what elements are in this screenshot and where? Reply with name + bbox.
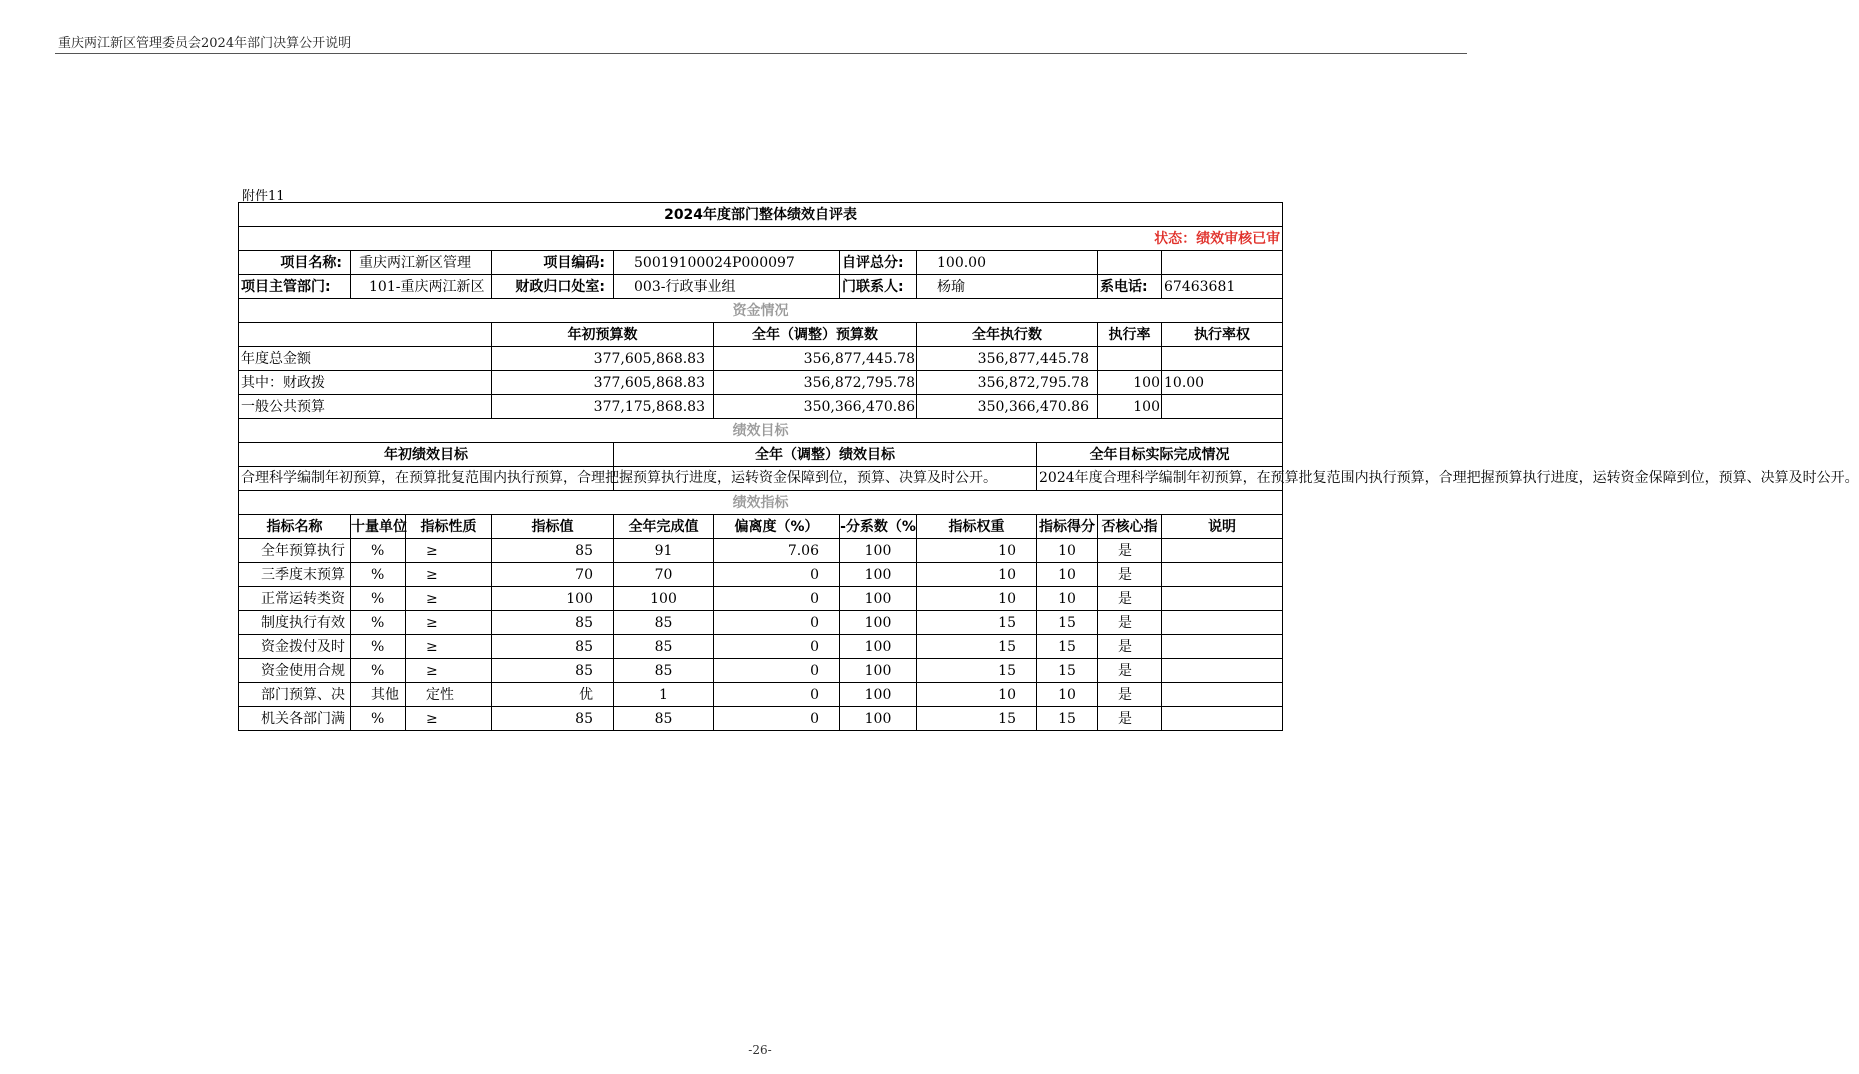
ind-score: 15 <box>1037 659 1098 683</box>
ind-coef: 100 <box>840 611 917 635</box>
empty-cell <box>1098 251 1162 275</box>
ind-name: 资金拨付及时 <box>239 635 351 659</box>
ind-note <box>1162 539 1283 563</box>
ind-target: 85 <box>492 635 614 659</box>
ind-deviation: 0 <box>714 659 840 683</box>
table-row <box>239 635 1283 659</box>
funds-rate: 100 <box>1098 395 1162 419</box>
ind-actual: 91 <box>614 539 714 563</box>
ind-unit: % <box>351 539 406 563</box>
finance-office-label: 财政归口处室: <box>492 275 614 299</box>
ind-core: 是 <box>1098 539 1162 563</box>
funds-executed: 356,877,445.78 <box>917 347 1098 371</box>
ind-deviation: 0 <box>714 707 840 731</box>
funds-weight: 10.00 <box>1162 371 1283 395</box>
table-row <box>239 611 1283 635</box>
table-row <box>239 683 1283 707</box>
funds-header-initial: 年初预算数 <box>492 323 714 347</box>
funds-weight <box>1162 347 1283 371</box>
ind-unit: % <box>351 659 406 683</box>
ind-actual: 1 <box>614 683 714 707</box>
funds-executed: 350,366,470.86 <box>917 395 1098 419</box>
ind-deviation: 0 <box>714 683 840 707</box>
ind-target: 100 <box>492 587 614 611</box>
table-row <box>239 371 1283 395</box>
funds-adjusted: 356,872,795.78 <box>714 371 917 395</box>
ind-header-target: 指标值 <box>492 515 614 539</box>
ind-coef: 100 <box>840 587 917 611</box>
ind-weight: 15 <box>917 611 1037 635</box>
table-row <box>239 347 1283 371</box>
funds-rate <box>1098 347 1162 371</box>
ind-header-core: 否核心指 <box>1098 515 1162 539</box>
funds-row-label: 其中：财政拨 <box>239 371 492 395</box>
ind-unit: 其他 <box>351 683 406 707</box>
ind-core: 是 <box>1098 707 1162 731</box>
ind-unit: % <box>351 611 406 635</box>
funds-header-rate: 执行率 <box>1098 323 1162 347</box>
ind-nature: ≥ <box>406 611 492 635</box>
contact-label: 门联系人: <box>840 275 917 299</box>
funds-header-adjusted: 全年（调整）预算数 <box>714 323 917 347</box>
funds-initial: 377,605,868.83 <box>492 371 714 395</box>
finance-office-value: 003-行政事业组 <box>614 275 840 299</box>
ind-target: 优 <box>492 683 614 707</box>
ind-target: 85 <box>492 659 614 683</box>
project-code-value: 50019100024P000097 <box>614 251 840 275</box>
self-score-value: 100.00 <box>917 251 1098 275</box>
table-row <box>239 587 1283 611</box>
ind-nature: ≥ <box>406 539 492 563</box>
ind-unit: % <box>351 635 406 659</box>
goals-header-actual: 全年目标实际完成情况 <box>1037 443 1283 467</box>
goals-header-initial: 年初绩效目标 <box>239 443 614 467</box>
ind-score: 10 <box>1037 683 1098 707</box>
ind-core: 是 <box>1098 659 1162 683</box>
goals-header-adjusted: 全年（调整）绩效目标 <box>614 443 1037 467</box>
ind-name: 正常运转类资 <box>239 587 351 611</box>
ind-deviation: 7.06 <box>714 539 840 563</box>
ind-coef: 100 <box>840 539 917 563</box>
ind-score: 15 <box>1037 707 1098 731</box>
ind-target: 85 <box>492 539 614 563</box>
ind-weight: 15 <box>917 635 1037 659</box>
empty-cell <box>1162 251 1283 275</box>
ind-coef: 100 <box>840 635 917 659</box>
ind-nature: ≥ <box>406 659 492 683</box>
ind-name: 全年预算执行 <box>239 539 351 563</box>
table-row <box>239 395 1283 419</box>
indicators-section-title: 绩效指标 <box>239 491 1283 515</box>
ind-coef: 100 <box>840 563 917 587</box>
status-badge: 状态：绩效审核已审 <box>239 227 1283 251</box>
attachment-label: 附件11 <box>242 189 285 204</box>
page-header-title: 重庆两江新区管理委员会2024年部门决算公开说明 <box>58 36 352 51</box>
ind-score: 10 <box>1037 587 1098 611</box>
funds-row-label: 一般公共预算 <box>239 395 492 419</box>
ind-note <box>1162 587 1283 611</box>
ind-name: 三季度末预算 <box>239 563 351 587</box>
ind-actual: 100 <box>614 587 714 611</box>
ind-actual: 70 <box>614 563 714 587</box>
ind-header-weight: 指标权重 <box>917 515 1037 539</box>
ind-weight: 15 <box>917 707 1037 731</box>
header-divider <box>55 53 1467 54</box>
initial-goal-text: 合理科学编制年初预算，在预算批复范围内执行预算，合理把握预算执行进度，运转资金保障到位，预算、决算及时公开。 <box>239 467 614 491</box>
ind-nature: 定性 <box>406 683 492 707</box>
form-title: 2024年度部门整体绩效自评表 <box>239 203 1283 227</box>
ind-header-name: 指标名称 <box>239 515 351 539</box>
ind-header-actual: 全年完成值 <box>614 515 714 539</box>
ind-deviation: 0 <box>714 635 840 659</box>
phone-value: 67463681 <box>1162 275 1283 299</box>
funds-weight <box>1162 395 1283 419</box>
table-row <box>239 707 1283 731</box>
funds-executed: 356,872,795.78 <box>917 371 1098 395</box>
ind-note <box>1162 707 1283 731</box>
ind-weight: 15 <box>917 659 1037 683</box>
project-name-value: 重庆两江新区管理 <box>351 251 492 275</box>
table-row <box>239 563 1283 587</box>
table-row <box>239 539 1283 563</box>
funds-section-title: 资金情况 <box>239 299 1283 323</box>
ind-actual: 85 <box>614 635 714 659</box>
funds-initial: 377,605,868.83 <box>492 347 714 371</box>
ind-nature: ≥ <box>406 707 492 731</box>
ind-unit: % <box>351 707 406 731</box>
ind-score: 15 <box>1037 635 1098 659</box>
ind-weight: 10 <box>917 683 1037 707</box>
project-name-label: 项目名称: <box>239 251 351 275</box>
ind-header-unit: 十量单位 <box>351 515 406 539</box>
ind-name: 部门预算、决 <box>239 683 351 707</box>
actual-completion-text: 2024年度合理科学编制年初预算，在预算批复范围内执行预算，合理把握预算执行进度，运转资金保障到位，预算、决算及时公开。 <box>1037 467 1283 491</box>
funds-row-label: 年度总金额 <box>239 347 492 371</box>
ind-deviation: 0 <box>714 587 840 611</box>
ind-header-note: 说明 <box>1162 515 1283 539</box>
funds-initial: 377,175,868.83 <box>492 395 714 419</box>
ind-score: 15 <box>1037 611 1098 635</box>
dept-value: 101-重庆两江新区 <box>351 275 492 299</box>
funds-header-weight: 执行率权 <box>1162 323 1283 347</box>
ind-weight: 10 <box>917 563 1037 587</box>
contact-value: 杨瑜 <box>917 275 1098 299</box>
ind-weight: 10 <box>917 587 1037 611</box>
ind-actual: 85 <box>614 707 714 731</box>
ind-score: 10 <box>1037 539 1098 563</box>
ind-name: 制度执行有效 <box>239 611 351 635</box>
ind-core: 是 <box>1098 611 1162 635</box>
ind-note <box>1162 683 1283 707</box>
ind-nature: ≥ <box>406 563 492 587</box>
ind-core: 是 <box>1098 683 1162 707</box>
project-code-label: 项目编码: <box>492 251 614 275</box>
ind-deviation: 0 <box>714 563 840 587</box>
table-row <box>239 659 1283 683</box>
ind-header-coef: -分系数（% <box>840 515 917 539</box>
ind-score: 10 <box>1037 563 1098 587</box>
ind-unit: % <box>351 563 406 587</box>
funds-header-executed: 全年执行数 <box>917 323 1098 347</box>
page-number: -26- <box>748 1043 772 1057</box>
ind-unit: % <box>351 587 406 611</box>
ind-core: 是 <box>1098 635 1162 659</box>
ind-coef: 100 <box>840 659 917 683</box>
ind-target: 70 <box>492 563 614 587</box>
self-score-label: 自评总分: <box>840 251 917 275</box>
funds-adjusted: 356,877,445.78 <box>714 347 917 371</box>
ind-actual: 85 <box>614 659 714 683</box>
ind-target: 85 <box>492 707 614 731</box>
ind-name: 机关各部门满 <box>239 707 351 731</box>
performance-evaluation-table <box>238 202 1859 731</box>
ind-note <box>1162 659 1283 683</box>
ind-coef: 100 <box>840 683 917 707</box>
phone-label: 系电话: <box>1098 275 1162 299</box>
goals-section-title: 绩效目标 <box>239 419 1283 443</box>
dept-label: 项目主管部门: <box>239 275 351 299</box>
funds-adjusted: 350,366,470.86 <box>714 395 917 419</box>
ind-core: 是 <box>1098 563 1162 587</box>
ind-deviation: 0 <box>714 611 840 635</box>
ind-header-deviation: 偏离度（%） <box>714 515 840 539</box>
ind-target: 85 <box>492 611 614 635</box>
ind-header-nature: 指标性质 <box>406 515 492 539</box>
ind-note <box>1162 635 1283 659</box>
ind-name: 资金使用合规 <box>239 659 351 683</box>
ind-actual: 85 <box>614 611 714 635</box>
ind-nature: ≥ <box>406 635 492 659</box>
ind-core: 是 <box>1098 587 1162 611</box>
ind-note <box>1162 611 1283 635</box>
ind-header-score: 指标得分 <box>1037 515 1098 539</box>
ind-weight: 10 <box>917 539 1037 563</box>
ind-coef: 100 <box>840 707 917 731</box>
ind-note <box>1162 563 1283 587</box>
empty-cell <box>239 323 492 347</box>
funds-rate: 100 <box>1098 371 1162 395</box>
ind-nature: ≥ <box>406 587 492 611</box>
